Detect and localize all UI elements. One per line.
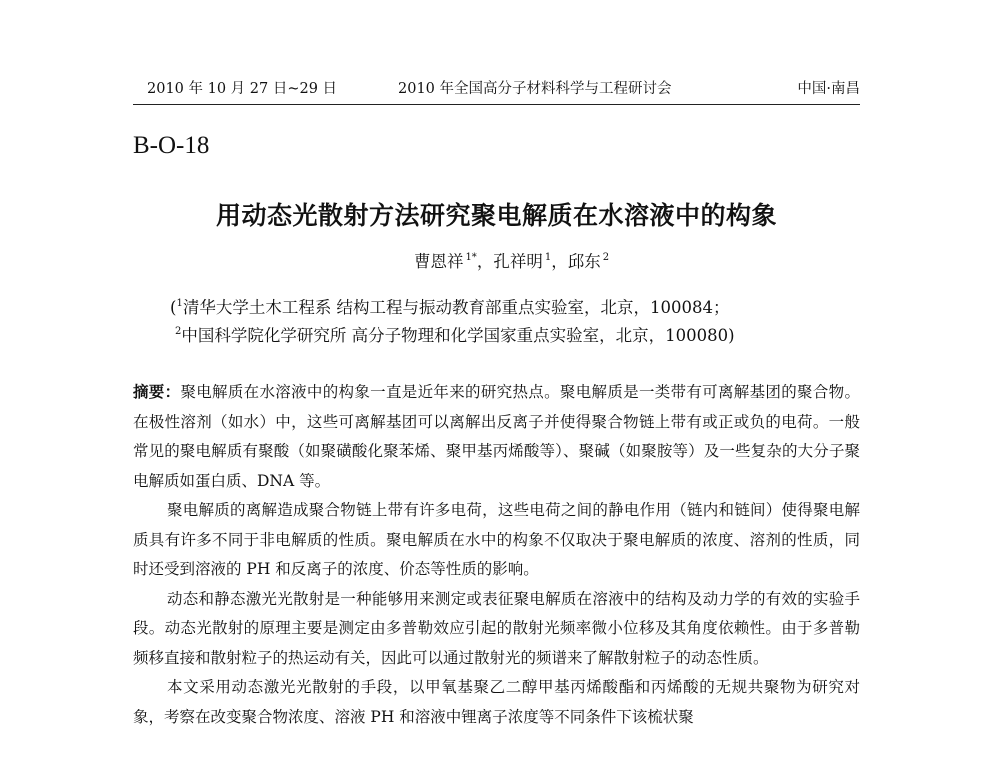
affiliation-open-paren: (: [170, 298, 177, 317]
author-list: [133, 248, 860, 272]
author-separator: ，: [476, 252, 494, 271]
paragraph-text: 聚电解质在水溶液中的构象一直是近年来的研究热点。聚电解质是一类带有可离解基团的聚合物。在极性溶剂（如水）中，这些可离解基团可以离解出反离子并使得聚合物链上带有或正或负的电荷。一般常见的聚电解质有聚酸（如聚磺酸化聚苯烯、聚甲基丙烯酸等）、聚碱（如聚胺等）及一些复杂的大分子聚电解质如蛋白质、DNA 等。: [133, 383, 860, 490]
abstract-paragraph: [133, 378, 860, 496]
author-separator: ，: [551, 252, 568, 271]
paper-code: B-O-18: [133, 132, 210, 159]
author-name: 曹恩祥: [413, 252, 464, 271]
affiliation-mark: 2: [175, 326, 182, 337]
affiliation-mark: 1: [176, 298, 183, 309]
author-affiliation-mark: 2: [602, 252, 610, 263]
author-name: 孔祥明: [493, 252, 543, 271]
body-paragraph: 聚电解质的离解造成聚合物链上带有许多电荷，这些电荷之间的静电作用（链内和链间）使得聚电解质具有许多不同于非电解质的性质。聚电解质在水中的构象不仅取决于聚电解质的浓度、溶剂的性质，同时还受到溶液的 PH 和反离子的浓度、价态等性质的影响。: [133, 501, 860, 578]
affiliation-2: [175, 318, 875, 350]
paper-body: [133, 378, 860, 732]
paper-title: 用动态光散射方法研究聚电解质在水溶液中的构象: [215, 201, 777, 230]
header-conference: 2010 年全国高分子材料科学与工程研讨会: [398, 81, 672, 97]
body-paragraph: 本文采用动态激光光散射的手段，以甲氧基聚乙二醇甲基丙烯酸酯和丙烯酸的无规共聚物为研究对象，考察在改变聚合物浓度、溶液 PH 和溶液中锂离子浓度等不同条件下该梳状聚: [133, 678, 860, 726]
affiliation-text: 中国科学院化学研究所 高分子物理和化学国家重点实验室，北京，100080): [181, 326, 735, 345]
page-header: [133, 78, 860, 105]
affiliation-text: 清华大学土木工程系 结构工程与振动教育部重点实验室，北京，100084；: [182, 298, 730, 317]
author-name: 邱东: [567, 252, 601, 271]
abstract-label: 摘要：: [133, 383, 181, 401]
author-affiliation-mark: 1*: [465, 252, 477, 263]
header-date: 2010 年 10 月 27 日~29 日: [147, 81, 338, 97]
header-location: 中国·南昌: [797, 81, 860, 97]
author-affiliation-mark: 1: [544, 252, 552, 263]
body-paragraph: 动态和静态激光光散射是一种能够用来测定或表征聚电解质在溶液中的结构及动力学的有效的实验手段。动态光散射的原理主要是测定由多普勒效应引起的散射光频率微小位移及其角度依赖性。由于多普勒频移直接和散射粒子的热运动有关，因此可以通过散射光的频谱来了解散射粒子的动态性质。: [133, 589, 860, 667]
